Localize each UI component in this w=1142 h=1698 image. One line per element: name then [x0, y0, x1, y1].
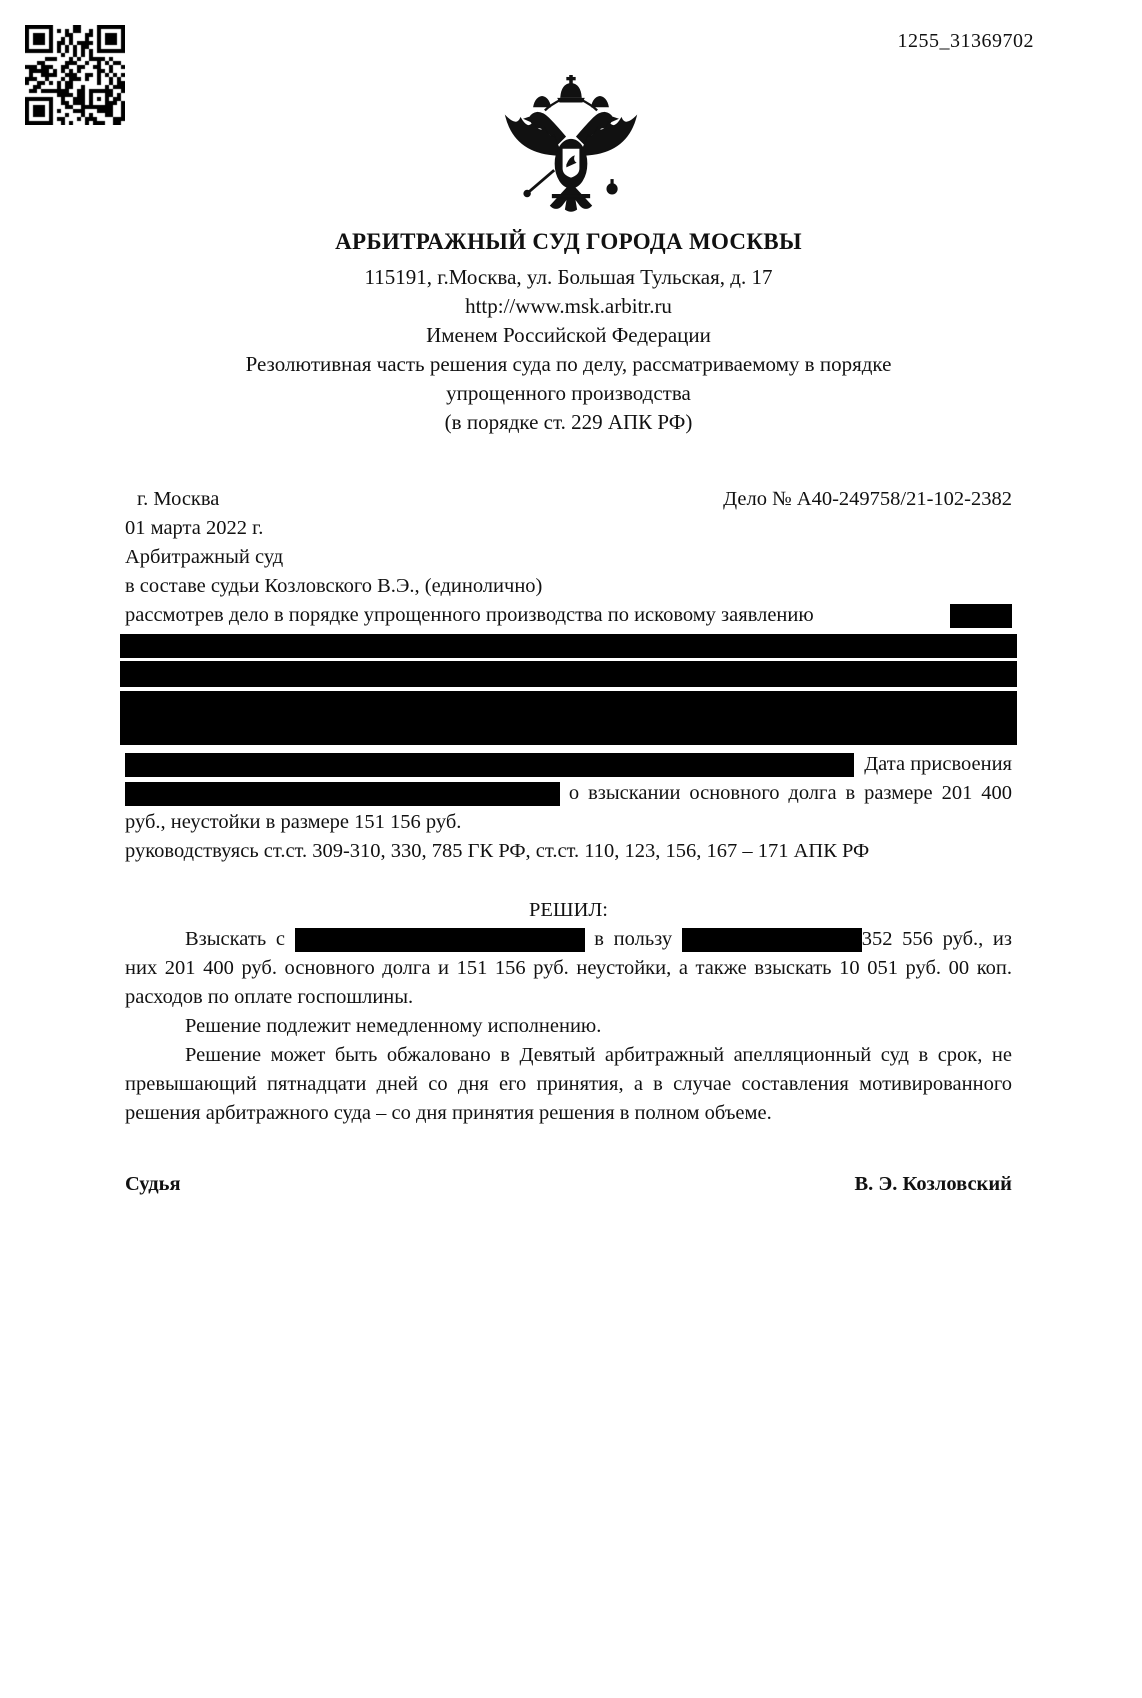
redaction-bar [120, 634, 1017, 658]
redaction-bar [120, 691, 1017, 745]
appeal-paragraph: Решение может быть обжаловано в Девятый арбитражный апелляционный суд в срок, не превышающий пятнадцати дней со дня его принятия, а в случае составления мотивированного решения арбитражного суда – со дня принятия решения в полном объеме. [125, 1044, 1012, 1124]
court-name: АРБИТРАЖНЫЙ СУД ГОРОДА МОСКВЫ [335, 229, 802, 254]
redaction-bar [120, 661, 1017, 687]
immediate-execution-line: Решение подлежит немедленному исполнению. [185, 1015, 602, 1037]
date-assign-row [125, 750, 1012, 779]
court-website: http://www.msk.arbitr.ru [465, 294, 672, 318]
claim-text: о взыскании основного долга в размере 201 400 руб., неустойки в размере 151 156 руб. [125, 782, 1012, 833]
guided-by-line: руководствуясь ст.ст. 309-310, 330, 785 ГК РФ, ст.ст. 110, 123, 156, 167 – 171 АПК РФ [125, 840, 870, 862]
resolution-heading: РЕШИЛ: [528, 899, 608, 921]
case-header-row [125, 485, 1012, 514]
document-body [0, 229, 1142, 1199]
redaction-bar [125, 753, 854, 777]
subtitle-line-1: Резолютивная часть решения суда по делу, рассматриваемому в порядке [245, 352, 892, 376]
recover-post: 352 556 руб., из них 201 400 руб. основного долга и 151 156 руб. неустойки, а также взыскать 10 051 руб. 00 коп. расходов по оплате госпошлины. [125, 928, 1012, 1008]
judge-composition-line: в составе судьи Козловского В.Э., (единолично) [125, 575, 543, 597]
recover-mid: в пользу [584, 928, 682, 950]
document-number: 1255_31369702 [897, 30, 1034, 52]
redaction-bar [125, 782, 560, 806]
considered-line [125, 601, 1012, 630]
judge-label: Судья [125, 1173, 181, 1195]
date-assign-label: Дата присвоения [864, 753, 1012, 775]
qr-code-icon [25, 25, 125, 125]
case-number: Дело № А40-249758/21-102-2382 [723, 488, 1012, 510]
case-city: г. Москва [137, 488, 220, 510]
court-address: 115191, г.Москва, ул. Большая Тульская, д. 17 [364, 265, 773, 289]
subtitle-line-3: (в порядке ст. 229 АПК РФ) [444, 410, 693, 434]
decision-date: 01 марта 2022 г. [125, 517, 264, 539]
subtitle-line-2: упрощенного производства [446, 381, 691, 405]
claim-paragraph [125, 779, 1012, 837]
in-the-name-line: Именем Российской Федерации [426, 323, 711, 347]
redaction-bar [950, 604, 1012, 628]
considered-text: рассмотрев дело в порядке упрощенного производства по исковому заявлению [125, 604, 814, 626]
court-line: Арбитражный суд [125, 546, 284, 568]
redaction-bar [295, 928, 585, 952]
signature-row [125, 1170, 1012, 1199]
redaction-bar [682, 928, 862, 952]
recover-pre: Взыскать с [185, 928, 285, 950]
judge-name: В. Э. Козловский [854, 1173, 1012, 1195]
recover-paragraph [125, 925, 1012, 1012]
